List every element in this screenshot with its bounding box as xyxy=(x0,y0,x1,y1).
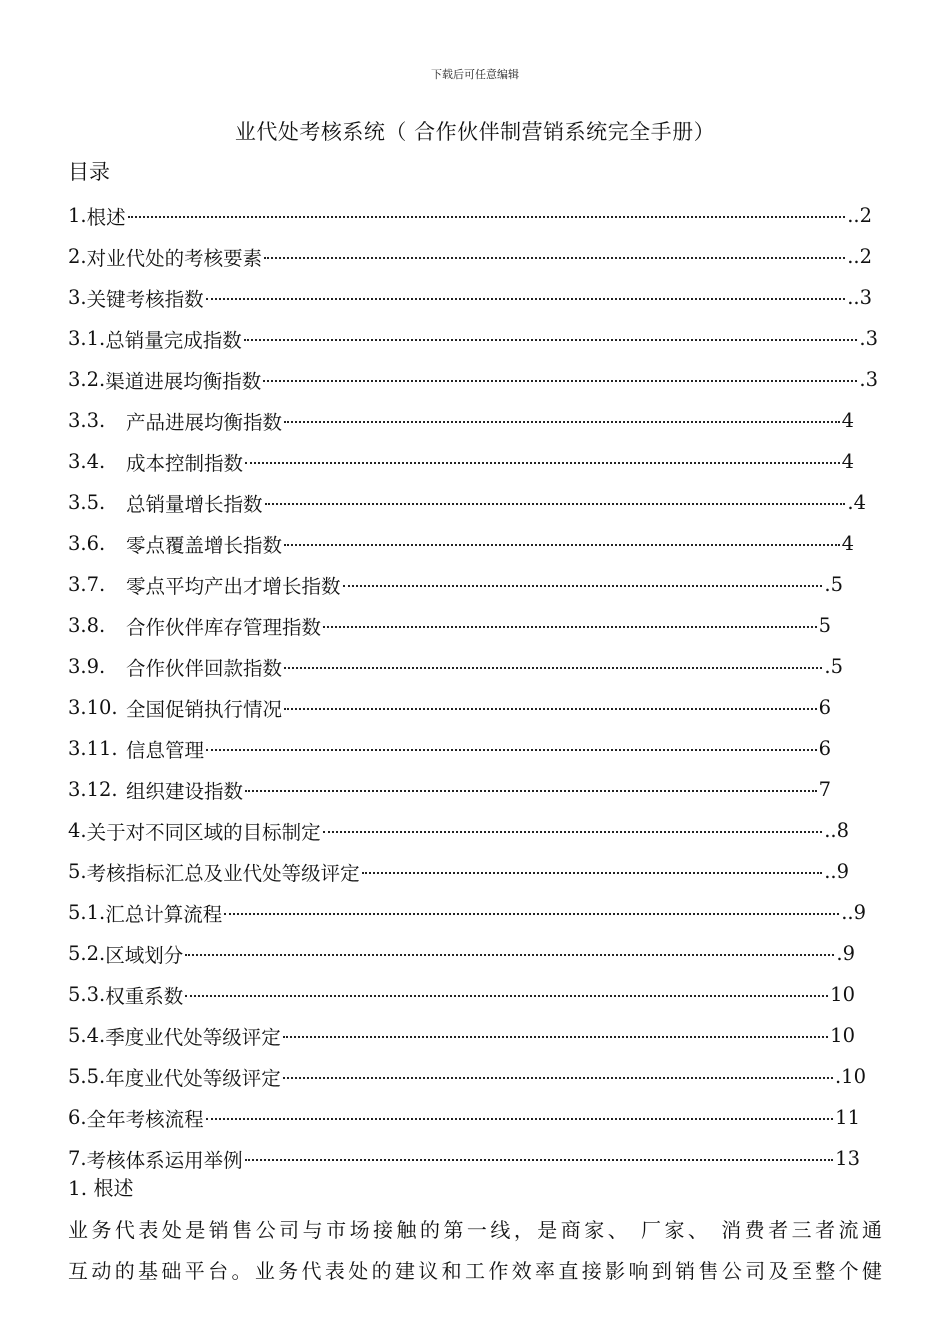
toc-entry-number: 3.8. xyxy=(68,614,106,637)
toc-leader-dots xyxy=(264,257,845,259)
toc-entry-number: 3.9. xyxy=(68,655,106,678)
toc-entry-page: ..2 xyxy=(847,245,872,268)
toc-entry-page: ..8 xyxy=(824,819,849,842)
body-paragraph xyxy=(68,1210,882,1292)
toc-entry-number: 1. xyxy=(68,204,87,227)
toc-entry-label: 汇总计算流程 xyxy=(105,902,223,926)
toc-entry-page: .5 xyxy=(824,573,843,596)
toc-entry-page: 7 xyxy=(818,778,831,801)
toc-entry-page: 6 xyxy=(818,696,831,719)
toc-entry-label: 年度业代处等级评定 xyxy=(105,1066,281,1090)
toc-entry-label: 产品进展均衡指数 xyxy=(126,410,283,434)
toc-entry-label: 权重系数 xyxy=(105,984,184,1008)
document-title: 业代处考核系统（ 合作伙伴制营销系统完全手册） xyxy=(234,120,716,144)
toc-entry-number: 3.5. xyxy=(68,491,106,514)
toc-entry[interactable] xyxy=(68,1097,860,1138)
toc-entry-page: .5 xyxy=(824,655,843,678)
toc-entry-page: .4 xyxy=(847,491,866,514)
toc-entry[interactable] xyxy=(68,564,843,605)
toc-entry-page: 4 xyxy=(841,450,854,473)
toc-entry-page: 4 xyxy=(841,409,854,432)
toc-heading: 目录 xyxy=(68,160,110,184)
header-note: 下载后可任意编辑 xyxy=(431,68,519,81)
toc-entry[interactable] xyxy=(68,318,878,359)
toc-entry-page: .10 xyxy=(834,1065,866,1088)
toc-leader-dots xyxy=(185,954,834,956)
toc-leader-dots xyxy=(283,1036,828,1038)
toc-leader-dots xyxy=(185,995,828,997)
toc-entry-number: 3.11. xyxy=(68,737,118,760)
toc-entry[interactable] xyxy=(68,1138,860,1179)
toc-entry[interactable] xyxy=(68,687,831,728)
toc-leader-dots xyxy=(245,462,840,464)
toc-leader-dots xyxy=(224,913,839,915)
toc-entry-page: .3 xyxy=(859,368,878,391)
toc-leader-dots xyxy=(323,626,817,628)
toc-entry-number: 3.4. xyxy=(68,450,106,473)
toc-entry-label: 对业代处的考核要素 xyxy=(86,246,263,270)
toc-entry-page: 11 xyxy=(835,1106,860,1129)
toc-leader-dots xyxy=(362,872,823,874)
toc-entry[interactable] xyxy=(68,810,849,851)
toc-entry-number: 5.2. xyxy=(68,942,106,965)
toc-entry-page: ..3 xyxy=(847,286,872,309)
body-line: 互动的基础平台。业务代表处的建议和工作效率直接影响到销售公司及至整个健 xyxy=(68,1259,882,1283)
toc-leader-dots xyxy=(265,503,846,505)
toc-entry-label: 考核体系运用举例 xyxy=(86,1148,243,1172)
toc-entry-page: .3 xyxy=(859,327,878,350)
toc-entry[interactable] xyxy=(68,277,872,318)
toc-entry-number: 3.2. xyxy=(68,368,106,391)
toc-entry[interactable] xyxy=(68,892,866,933)
toc-entry-number: 4. xyxy=(68,819,87,842)
toc-entry-page: ..9 xyxy=(824,860,849,883)
toc-entry-label: 组织建设指数 xyxy=(126,779,244,803)
toc-leader-dots xyxy=(245,790,817,792)
toc-entry-page: .9 xyxy=(836,942,855,965)
toc-entry-label: 合作伙伴回款指数 xyxy=(126,656,283,680)
toc-entry-number: 5.1. xyxy=(68,901,106,924)
toc-entry-label: 根述 xyxy=(86,205,126,229)
toc-leader-dots xyxy=(284,708,817,710)
toc-entry-number: 5.5. xyxy=(68,1065,106,1088)
table-of-contents xyxy=(68,195,888,1179)
toc-entry[interactable] xyxy=(68,523,854,564)
toc-entry[interactable] xyxy=(68,933,855,974)
toc-entry-number: 6. xyxy=(68,1106,87,1129)
toc-entry[interactable] xyxy=(68,236,872,277)
toc-entry[interactable] xyxy=(68,400,854,441)
toc-entry[interactable] xyxy=(68,851,849,892)
toc-leader-dots xyxy=(283,1077,833,1079)
toc-entry-page: 10 xyxy=(830,1024,855,1047)
toc-leader-dots xyxy=(244,339,858,341)
toc-leader-dots xyxy=(245,1159,834,1161)
toc-entry-label: 信息管理 xyxy=(126,738,205,762)
toc-entry[interactable] xyxy=(68,195,872,236)
toc-entry-number: 5. xyxy=(68,860,87,883)
toc-entry[interactable] xyxy=(68,605,831,646)
toc-leader-dots xyxy=(206,1118,834,1120)
toc-entry-label: 渠道进展均衡指数 xyxy=(105,369,262,393)
toc-entry[interactable] xyxy=(68,1056,866,1097)
section-heading: 1. 根述 xyxy=(68,1176,134,1200)
toc-entry-label: 全国促销执行情况 xyxy=(126,697,283,721)
toc-entry-label: 关键考核指数 xyxy=(86,287,204,311)
toc-entry-number: 3.10. xyxy=(68,696,118,719)
toc-entry-label: 合作伙伴库存管理指数 xyxy=(126,615,322,639)
toc-entry-number: 3.1. xyxy=(68,327,106,350)
toc-entry-number: 3. xyxy=(68,286,87,309)
toc-entry-page: 6 xyxy=(818,737,831,760)
toc-leader-dots xyxy=(128,216,846,218)
toc-entry[interactable] xyxy=(68,482,866,523)
toc-entry[interactable] xyxy=(68,728,831,769)
toc-entry-label: 总销量完成指数 xyxy=(105,328,242,352)
toc-entry[interactable] xyxy=(68,1015,855,1056)
toc-entry[interactable] xyxy=(68,441,854,482)
toc-leader-dots xyxy=(284,421,840,423)
toc-entry-label: 成本控制指数 xyxy=(126,451,244,475)
toc-entry-number: 5.4. xyxy=(68,1024,106,1047)
toc-entry-number: 3.12. xyxy=(68,778,118,801)
toc-entry-number: 2. xyxy=(68,245,87,268)
toc-entry-page: ..2 xyxy=(847,204,872,227)
toc-leader-dots xyxy=(343,585,823,587)
toc-entry[interactable] xyxy=(68,359,878,400)
toc-entry-page: 5 xyxy=(818,614,831,637)
toc-leader-dots xyxy=(206,749,817,751)
toc-entry-number: 3.3. xyxy=(68,409,106,432)
toc-entry-label: 零点覆盖增长指数 xyxy=(126,533,283,557)
toc-entry[interactable] xyxy=(68,769,831,810)
toc-entry[interactable] xyxy=(68,974,855,1015)
toc-leader-dots xyxy=(263,380,857,382)
toc-leader-dots xyxy=(284,544,840,546)
toc-leader-dots xyxy=(206,298,846,300)
toc-entry-page: 4 xyxy=(841,532,854,555)
toc-entry-label: 全年考核流程 xyxy=(86,1107,204,1131)
toc-entry-page: 13 xyxy=(835,1147,860,1170)
toc-entry-number: 5.3. xyxy=(68,983,106,1006)
toc-entry-label: 关于对不同区域的目标制定 xyxy=(86,820,321,844)
body-line: 业务代表处是销售公司与市场接触的第一线，是商家、 厂家、 消费者三者流通 xyxy=(68,1218,882,1242)
toc-entry-page: ..9 xyxy=(841,901,866,924)
toc-entry[interactable] xyxy=(68,646,843,687)
toc-entry-label: 零点平均产出才增长指数 xyxy=(126,574,341,598)
toc-entry-number: 3.7. xyxy=(68,573,106,596)
toc-entry-number: 3.6. xyxy=(68,532,106,555)
toc-entry-label: 区域划分 xyxy=(105,943,184,967)
toc-entry-number: 7. xyxy=(68,1147,87,1170)
toc-entry-label: 考核指标汇总及业代处等级评定 xyxy=(86,861,360,885)
toc-entry-label: 总销量增长指数 xyxy=(126,492,263,516)
toc-leader-dots xyxy=(323,831,823,833)
toc-entry-label: 季度业代处等级评定 xyxy=(105,1025,281,1049)
toc-entry-page: 10 xyxy=(830,983,855,1006)
toc-leader-dots xyxy=(284,667,822,669)
